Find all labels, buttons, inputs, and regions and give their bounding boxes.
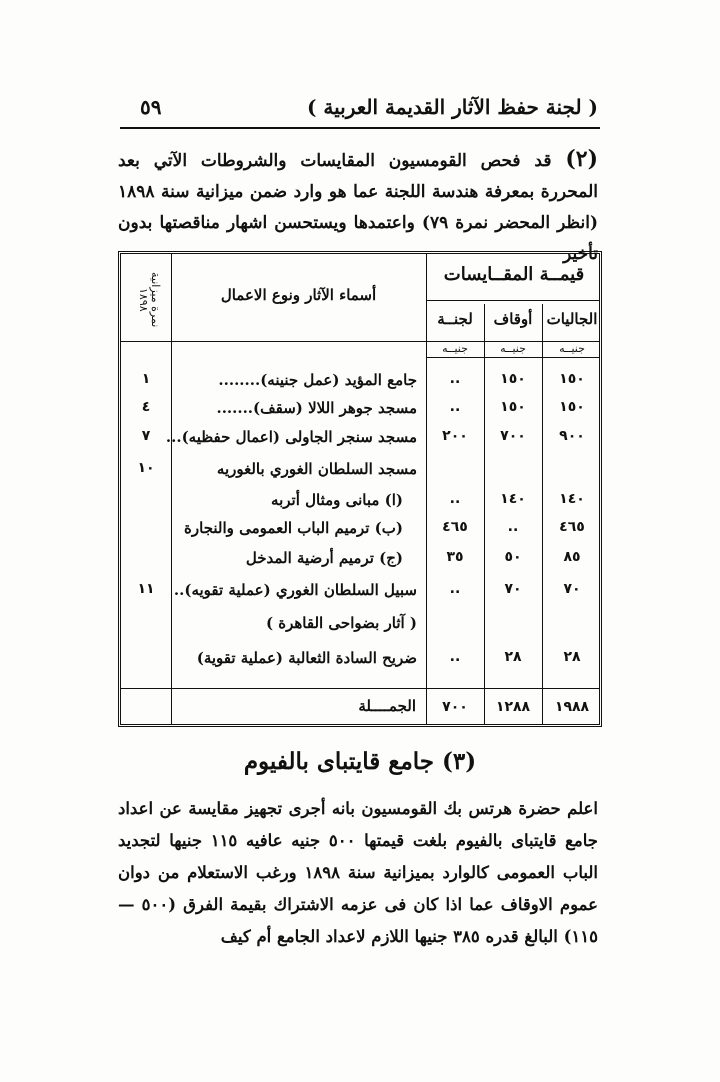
totals-lajna: ٧٠٠: [442, 699, 468, 715]
row-value-awqaf: ١٥٠: [500, 399, 526, 415]
row-value-lajna: ٤٦٥: [442, 519, 468, 535]
unit-total: جنيــه: [559, 342, 585, 355]
header-awqaf: أوقاف: [493, 310, 533, 328]
row-value-awqaf: ..: [507, 519, 519, 535]
row-name-text: مسجد جوهر اللالا (سقف): [253, 399, 417, 417]
row-ref-number: ١٠: [137, 460, 155, 476]
row-name: [173, 581, 417, 599]
row-value-lajna: ..: [449, 491, 461, 507]
totals-awqaf: ١٢٨٨: [495, 699, 531, 715]
row-leader-dots: ..: [173, 581, 185, 599]
row-name: [177, 371, 417, 389]
row-name: [177, 399, 417, 417]
row-name-text: جامع المؤيد (عمل جنينه): [260, 371, 417, 389]
row-value-total: ٤٦٥: [559, 519, 585, 535]
row-ref-number: ١١: [137, 581, 155, 597]
row-ref-number: ١: [141, 371, 151, 387]
row-value-lajna: ..: [449, 371, 461, 387]
section-3-paragraph: اعلم حضرة هرتس بك القومسيون بانه أجرى تجهيز مقايسة عن اعداد جامع قايتباى بالفيوم بلغت قيمتها ٥٠٠ جنيه عافيه ١١٥ جنيها لتجديد الباب العمومى كالوارد بميزانية سنة ١٨٩٨ ورغب الاستعلام من دوان عموم الاوقاف عما اذا كان فى عزمه الاشتراك بقيمة الفرق (٥٠٠ — ١١٥) البالغ قدره ٣٨٥ جنيها اللازم لاعداد الجامع أم كيف: [118, 799, 599, 946]
row-name-text: ( آثار بضواحى القاهرة ): [265, 614, 417, 632]
row-value-total: ١٥٠: [559, 399, 585, 415]
row-value-awqaf: ٥٠: [504, 549, 522, 565]
row-name-text: سبيل السلطان الغوري (عملية تقويه): [184, 581, 417, 599]
row-name: [177, 460, 417, 478]
header-total: الجاليات: [546, 310, 598, 328]
totals-line: [121, 688, 599, 689]
row-name: [177, 519, 403, 537]
row-ref-number: ٤: [141, 399, 151, 415]
row-name: [165, 428, 417, 446]
row-value-total: ١٥٠: [559, 371, 585, 387]
row-value-awqaf: ٢٨: [504, 649, 522, 665]
row-value-lajna: ..: [449, 399, 461, 415]
row-value-total: ٩٠٠: [559, 428, 585, 444]
header-rule: [120, 127, 600, 129]
row-name: [177, 614, 417, 632]
header-names: أسماء الآثار ونوع الاعمال: [220, 286, 377, 304]
row-value-lajna: ..: [449, 581, 461, 597]
row-name: [177, 549, 403, 567]
page-title: ( لجنة حفظ الآثار القديمة العربية ): [306, 95, 598, 119]
estimates-table: [118, 251, 602, 727]
header-lajna: لجنــة: [437, 310, 473, 328]
row-value-total: ٨٥: [563, 549, 581, 565]
row-value-total: ١٤٠: [559, 491, 585, 507]
unit-row-line: [426, 357, 599, 358]
section-2-text: قد فحص القومسيون المقايسات والشروطات الآتي بعد المحررة بمعرفة هندسة اللجنة عما هو وارد ضمن ميزانية سنة ١٨٩٨ (انظر المحضر نمرة ٧٩) واعتمدها ويستحسن اشهار مناقصتها بدون تأخير: [118, 151, 598, 264]
row-name-text: (ا) مبانى ومثال أتربه: [271, 491, 403, 509]
row-value-awqaf: ٧٠: [504, 581, 522, 597]
row-value-lajna: ..: [449, 649, 461, 665]
row-name-text: مسجد سنجر الجاولى (اعمال حفظيه): [181, 428, 417, 446]
row-leader-dots: ........: [218, 371, 261, 389]
row-value-lajna: ٢٠٠: [442, 428, 468, 444]
row-value-awqaf: ١٥٠: [500, 371, 526, 387]
totals-total: ١٩٨٨: [554, 699, 590, 715]
row-value-total: ٢٨: [563, 649, 581, 665]
col-divider-ref: [171, 254, 172, 724]
header-group-line: [426, 300, 599, 301]
row-name-text: (ب) ترميم الباب العمومى والنجارة: [184, 519, 403, 537]
row-name-text: ضريح السادة الثعالبة (عملية تقوية): [196, 649, 417, 667]
row-name-text: مسجد السلطان الغوري بالغوريه: [216, 460, 417, 478]
row-value-awqaf: ١٤٠: [500, 491, 526, 507]
header-ref: نمرة ميزانية ١٨٩٨: [137, 272, 162, 328]
row-name-text: (ج) ترميم أرضية المدخل: [245, 549, 403, 567]
totals-label: الجمــــلة: [358, 697, 416, 715]
row-value-total: ٧٠: [563, 581, 581, 597]
row-leader-dots: ...: [165, 428, 182, 446]
row-leader-dots: .......: [216, 399, 254, 417]
header-values-group: قيمــة المقــايسات: [443, 264, 585, 285]
running-head: [140, 92, 598, 122]
unit-lajna: جنيــه: [442, 342, 468, 355]
row-value-lajna: ٣٥: [446, 549, 464, 565]
section-2-number: (٢): [565, 146, 598, 172]
row-value-awqaf: ٧٠٠: [500, 428, 526, 444]
row-name: [177, 491, 403, 509]
row-name: [177, 649, 417, 667]
unit-awqaf: جنيــه: [500, 342, 526, 355]
row-ref-number: ٧: [141, 428, 151, 444]
page-number: ٥٩: [140, 95, 162, 119]
section-3-title: (٣) جامع قايتباى بالفيوم: [243, 748, 477, 775]
